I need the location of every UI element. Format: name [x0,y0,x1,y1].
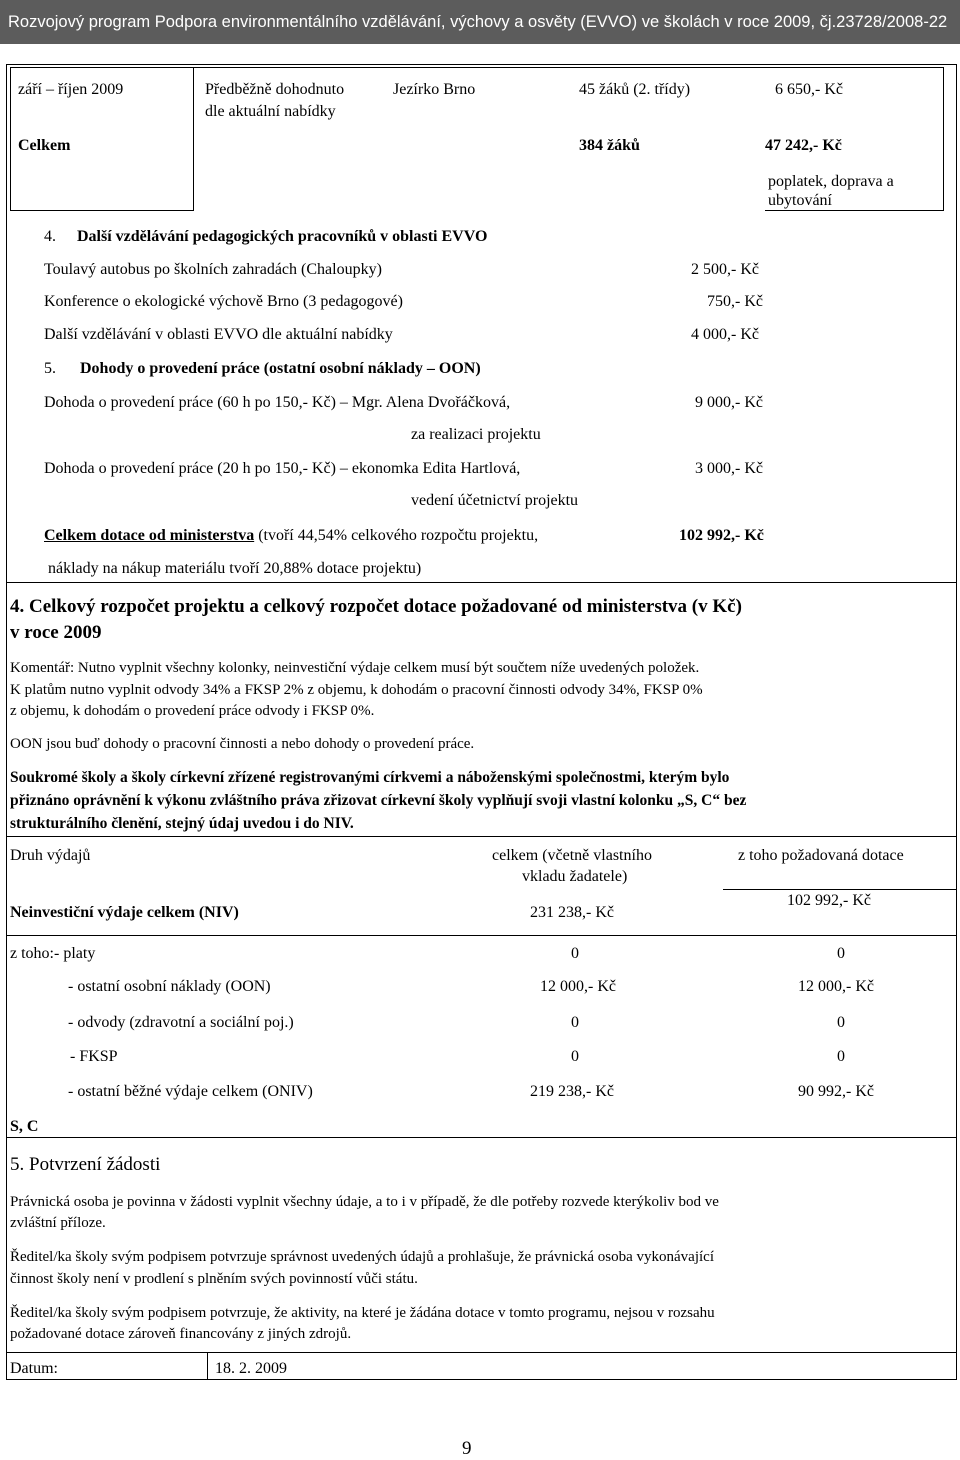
budget-row-requested: 0 [837,945,845,962]
budget-row-requested: 0 [837,1014,845,1031]
budget-row-label: - ostatní běžné výdaje celkem (ONIV) [68,1083,313,1100]
ministry-total-amount: 102 992,- Kč [679,527,764,544]
row1-pupils: 45 žáků (2. třídy) [579,81,691,98]
confirm-p2-line2: činnost školy není v prodlení s plněním svých povinností vůči státu. [10,1271,418,1287]
budget-table-line [6,836,957,837]
budget-row-requested: 90 992,- Kč [798,1083,874,1100]
budget-row-total: 219 238,- Kč [530,1083,614,1100]
total-note-line1: poplatek, doprava a [768,173,894,190]
confirm-heading: 5. Potvrzení žádosti [10,1154,161,1175]
budget-heading-line1: 4. Celkový rozpočet projektu a celkový rozpočet dotace požadované od ministerstva (v Kč) [10,596,742,617]
ministry-total-note: náklady na nákup materiálu tvoří 20,88% dotace projektu) [48,560,422,577]
agreement1-amount: 9 000,- Kč [695,394,763,411]
total-pupils: 384 žáků [579,137,640,154]
section4-item-label: Toulavý autobus po školních zahradách (Chaloupky) [44,261,382,278]
confirm-p1-line2: zvláštní příloze. [10,1215,106,1231]
col-header-type: Druh výdajů [10,847,91,864]
budget-row-total: 12 000,- Kč [540,978,616,995]
budget-row-total: 0 [571,945,579,962]
agreement2-amount: 3 000,- Kč [695,460,763,477]
private-schools-line2: přiznáno oprávnění k výkonu zvláštního práva zřizovat církevní školy vyplňují svoji vlastní kolonku „S, C“ bez [10,792,747,809]
budget-table-line [6,1137,957,1138]
budget-comment-line1: Komentář: Nutno vyplnit všechny kolonky, neinvestiční výdaje celkem musí být součtem níže uvedených položek. [10,660,700,676]
section5-heading: Dohody o provedení práce (ostatní osobní náklady – OON) [80,360,481,377]
section4-item-amount: 4 000,- Kč [691,326,759,343]
budget-row-label: - ostatní osobní náklady (OON) [68,978,271,995]
row1-status-line1: Předběžně dohodnuto [205,81,345,98]
section4-item-amount: 2 500,- Kč [691,261,759,278]
section4-item-label: Další vzdělávání v oblasti EVVO dle aktuální nabídky [44,326,393,343]
ministry-total-line [44,526,538,545]
budget-row-label: - FKSP [70,1048,118,1065]
niv-label: Neinvestiční výdaje celkem (NIV) [10,904,239,921]
section4-item-amount: 750,- Kč [707,293,763,310]
page-number: 9 [462,1438,472,1459]
top-table-line [10,67,944,68]
section5-number: 5. [44,360,56,377]
top-table-line [10,210,193,211]
confirm-p1-line1: Právnická osoba je povinna v žádosti vyplnit všechny údaje, a to i v případě, že dle potřeby rozvede kterýkoliv bod ve [10,1194,719,1210]
private-schools-line1: Soukromé školy a školy církevní zřízené registrovanými církvemi a náboženskými společnostmi, kterým bylo [10,769,730,786]
top-table-line [765,210,944,211]
budget-comment-line2: K platům nutno vyplnit odvody 34% a FKSP 2% z objemu, k dohodám o pracovní činnosti odvody 34%, FKSP 0% [10,682,703,698]
oon-note: OON jsou buď dohody o pracovní činnosti a nebo dohody o provedení práce. [10,736,475,752]
budget-row-requested: 0 [837,1048,845,1065]
row1-date: září – říjen 2009 [18,81,124,98]
sc-label: S, C [10,1118,39,1135]
agreement1-sub: za realizaci projektu [411,426,541,443]
row1-place: Jezírko Brno [393,81,476,98]
row1-status-line2: dle aktuální nabídky [205,103,336,120]
total-note-line2: ubytování [768,192,832,209]
budget-row-label: - odvody (zdravotní a sociální poj.) [68,1014,294,1031]
budget-row-requested: 12 000,- Kč [798,978,874,995]
top-table-line [943,67,944,211]
confirm-p3-line1: Ředitel/ka školy svým podpisem potvrzuje, že aktivity, na které je žádána dotace v tomto programu, nejsou v rozsahu [10,1305,715,1321]
document-header: Rozvojový program Podpora environmentálního vzdělávání, výchovy a osvěty (EVVO) ve školách v roce 2009, čj.23728/2008-22 [0,0,960,44]
top-table-line [193,67,194,211]
date-value: 18. 2. 2009 [215,1360,287,1377]
niv-requested: 102 992,- Kč [787,892,871,909]
niv-total: 231 238,- Kč [530,904,614,921]
agreement1-line: Dohoda o provedení práce (60 h po 150,- Kč) – Mgr. Alena Dvořáčková, [44,394,511,411]
private-schools-line3: strukturálního členění, stejný údaj uvedou i do NIV. [10,815,354,832]
section4-item-label: Konference o ekologické výchově Brno (3 pedagogové) [44,293,403,310]
ministry-total-rest: (tvoří 44,54% celkového rozpočtu projektu, [254,527,539,544]
block-divider [6,582,957,583]
col-header-total-line1: celkem (včetně vlastního [492,847,652,864]
date-row-line [207,1352,208,1380]
date-row-line [6,1352,957,1353]
agreement2-sub: vedení účetnictví projektu [411,492,579,509]
budget-heading-line2: v roce 2009 [10,622,102,643]
budget-table-line [6,935,957,936]
date-label: Datum: [10,1360,58,1377]
col-header-total-line2: vkladu žadatele) [522,868,628,885]
top-table-line [10,67,11,211]
confirm-p3-line2: požadované dotace zároveň financovány z jiných zdrojů. [10,1326,352,1342]
budget-row-total: 0 [571,1048,579,1065]
budget-row-total: 0 [571,1014,579,1031]
total-cost: 47 242,- Kč [765,137,842,154]
total-label: Celkem [18,137,71,154]
budget-comment-line3: z objemu, k dohodám o provedení práce odvody i FKSP 0%. [10,703,375,719]
budget-table-line [723,889,957,890]
confirm-p2-line1: Ředitel/ka školy svým podpisem potvrzuje správnost uvedených údajů a prohlašuje, že právnická osoba vykonávající [10,1249,714,1265]
section4-heading: Další vzdělávání pedagogických pracovníků v oblasti EVVO [77,228,488,245]
ministry-total-label: Celkem dotace od ministerstva [44,527,255,544]
col-header-requested: z toho požadovaná dotace [738,847,904,864]
budget-row-label: z toho:- platy [10,945,96,962]
row1-cost: 6 650,- Kč [775,81,843,98]
section4-number: 4. [44,228,56,245]
agreement2-line: Dohoda o provedení práce (20 h po 150,- Kč) – ekonomka Edita Hartlová, [44,460,521,477]
